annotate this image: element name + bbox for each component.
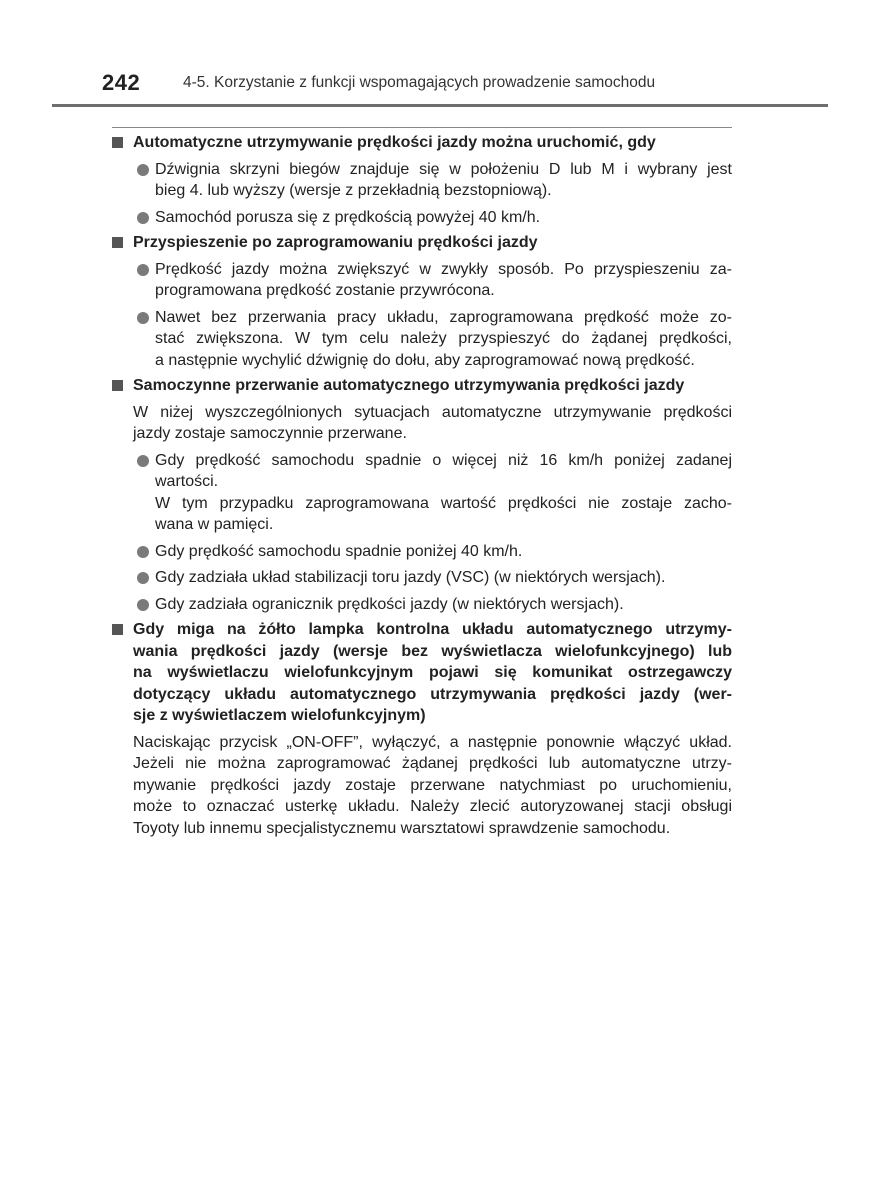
item-line: Gdy zadziała układ stabilizacji toru jazdy (VSC) (w niektórych wersjach). [155, 569, 666, 586]
item-line: Samochód porusza się z prędkością powyżej 40 km/h. [155, 208, 541, 226]
circle-bullet-icon [137, 164, 149, 176]
item-line: Nawet bez przerwania pracy układu, zaprogramowana prędkość może zo- [155, 308, 732, 326]
item-line: programowana prędkość zostanie przywrócona. [155, 282, 495, 299]
section-divider [112, 127, 732, 128]
page-content [112, 127, 732, 839]
circle-bullet-icon [137, 312, 149, 324]
heading-text: Automatyczne utrzymywanie prędkości jazdy można uruchomić, gdy [133, 134, 656, 151]
list-item [112, 567, 732, 589]
section-warning-indicator [112, 619, 732, 839]
paragraph-line: Naciskając przycisk „ON-OFF”, wyłączyć, a następnie ponownie włączyć układ. [133, 733, 732, 751]
heading-line: dotyczący układu automatycznego utrzymywania prędkości jazdy (wer- [133, 685, 732, 703]
section-heading [112, 375, 732, 397]
chapter-title: 4-5. Korzystanie z funkcji wspomagających prowadzenie samochodu [183, 74, 656, 91]
list-item [112, 159, 732, 202]
heading-line: sje z wyświetlaczem wielofunkcyjnym) [133, 707, 426, 724]
section-paragraph [112, 732, 732, 840]
heading-text: Samoczynne przerwanie automatycznego utrzymywania prędkości jazdy [133, 377, 685, 394]
circle-bullet-icon [137, 572, 149, 584]
item-line: wartości. [155, 473, 219, 490]
section-intro [112, 402, 732, 445]
page-number: 242 [102, 70, 141, 95]
heading-line: wania prędkości jazdy (wersje bez wyświetlacza wielofunkcyjnego) lub [133, 642, 732, 660]
paragraph-line: może to oznaczać usterkę układu. Należy zlecić autoryzowanej stacji obsługi [133, 798, 732, 815]
section-activation-conditions [112, 132, 732, 228]
circle-bullet-icon [137, 546, 149, 558]
heading-line: Gdy miga na żółto lampka kontrolna układu automatycznego utrzymy- [133, 621, 732, 638]
circle-bullet-icon [137, 264, 149, 276]
item-line: bieg 4. lub wyższy (wersje z przekładnią bezstopniową). [155, 182, 552, 199]
list-item [112, 541, 732, 563]
intro-line: W niżej wyszczególnionych sytuacjach automatyczne utrzymywanie prędkości [133, 403, 732, 421]
list-item [112, 259, 732, 302]
item-line: Gdy prędkość samochodu spadnie poniżej 40 km/h. [155, 542, 523, 560]
square-bullet-icon [112, 237, 123, 248]
list-item [112, 450, 732, 536]
square-bullet-icon [112, 380, 123, 391]
circle-bullet-icon [137, 212, 149, 224]
circle-bullet-icon [137, 455, 149, 467]
page-header [52, 70, 828, 107]
section-heading [112, 232, 732, 254]
paragraph-line: Toyoty lub innemu specjalistycznemu warsztatowi sprawdzenie samochodu. [133, 819, 671, 837]
item-line: Gdy prędkość samochodu spadnie o więcej niż 16 km/h poniżej zadanej [155, 451, 732, 469]
circle-bullet-icon [137, 599, 149, 611]
square-bullet-icon [112, 137, 123, 148]
section-automatic-cancellation [112, 375, 732, 615]
paragraph-line: Jeżeli nie można zaprogramować żądanej prędkości lub automatyczne utrzy- [133, 755, 732, 772]
item-line: W tym przypadku zaprogramowana wartość prędkości nie zostaje zacho- [155, 494, 732, 512]
list-item [112, 307, 732, 372]
heading-text: Przyspieszenie po zaprogramowaniu prędkości jazdy [133, 234, 538, 251]
square-bullet-icon [112, 624, 123, 635]
paragraph-line: mywanie prędkości jazdy zostaje przerwane natychmiast po uruchomieniu, [133, 776, 732, 794]
section-heading [112, 132, 732, 154]
item-line: Gdy zadziała ogranicznik prędkości jazdy (w niektórych wersjach). [155, 595, 624, 613]
item-line: Dźwignia skrzyni biegów znajduje się w położeniu D lub M i wybrany jest [155, 160, 732, 178]
item-line: Prędkość jazdy można zwiększyć w zwykły sposób. Po przyspieszeniu za- [155, 260, 732, 278]
item-line: stać zwiększona. W tym celu należy przyspieszyć do żądanej prędkości, [155, 330, 732, 347]
item-line: wana w pamięci. [155, 516, 274, 533]
list-item [112, 594, 732, 616]
section-heading [112, 619, 732, 727]
item-line: a następnie wychylić dźwignię do dołu, aby zaprogramować nową prędkość. [155, 351, 695, 369]
list-item [112, 207, 732, 229]
section-acceleration [112, 232, 732, 371]
intro-line: jazdy zostaje samoczynnie przerwane. [133, 425, 407, 442]
heading-line: na wyświetlaczu wielofunkcyjnym pojawi się komunikat ostrzegawczy [133, 664, 732, 681]
